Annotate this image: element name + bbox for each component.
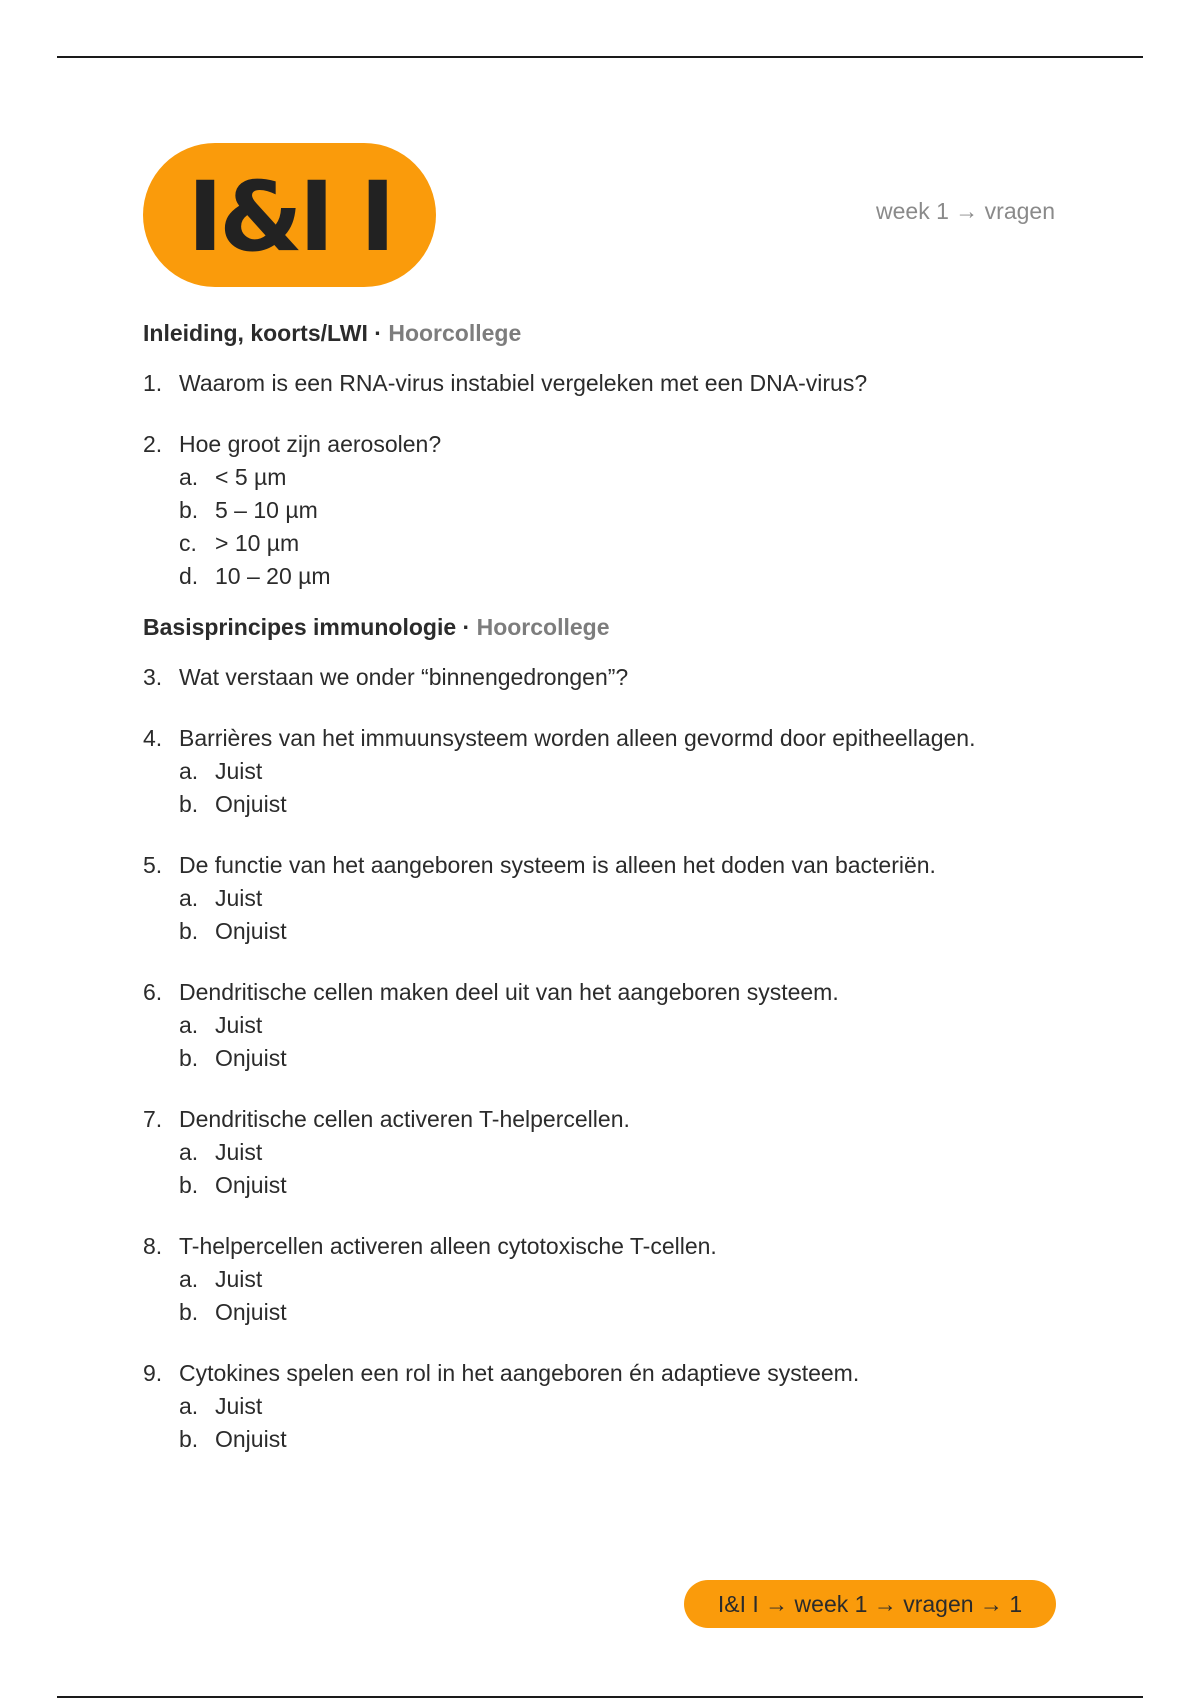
option-letter: a.	[179, 464, 199, 490]
question-item	[143, 849, 1063, 948]
option-text: Juist	[215, 1012, 263, 1038]
answer-option	[143, 1169, 1063, 1202]
option-letter: a.	[179, 758, 199, 784]
question-number: 1.	[143, 370, 163, 396]
answer-option	[143, 1296, 1063, 1329]
answer-option	[143, 560, 1063, 593]
question-item	[143, 428, 1063, 593]
question-line	[143, 1230, 1063, 1263]
option-text: Juist	[215, 1393, 263, 1419]
question-text: Hoe groot zijn aerosolen?	[179, 431, 442, 457]
option-letter: a.	[179, 1012, 199, 1038]
option-text: Juist	[215, 885, 263, 911]
answer-option	[143, 882, 1063, 915]
page-breadcrumb: week 1 → vragen	[876, 198, 1055, 224]
option-letter: b.	[179, 1299, 199, 1325]
question-number: 3.	[143, 664, 163, 690]
question-line	[143, 367, 1063, 400]
option-letter: b.	[179, 1045, 199, 1071]
question-line	[143, 1357, 1063, 1390]
question-text: Cytokines spelen een rol in het aangeboren én adaptieve systeem.	[179, 1360, 860, 1386]
question-number: 2.	[143, 431, 163, 457]
section-title: Inleiding, koorts/LWI	[143, 320, 368, 346]
answer-option	[143, 915, 1063, 948]
option-letter: a.	[179, 1139, 199, 1165]
logo-text: I&I I	[187, 161, 392, 273]
question-number: 6.	[143, 979, 163, 1005]
question-text: Dendritische cellen activeren T-helpercellen.	[179, 1106, 630, 1132]
question-line	[143, 1103, 1063, 1136]
option-letter: b.	[179, 1172, 199, 1198]
question-item	[143, 367, 1063, 400]
question-item	[143, 976, 1063, 1075]
answer-option	[143, 1042, 1063, 1075]
option-letter: b.	[179, 1426, 199, 1452]
option-text: Juist	[215, 758, 263, 784]
option-text: 10 – 20 µm	[215, 563, 331, 589]
option-text: Onjuist	[215, 1172, 287, 1198]
option-text: Onjuist	[215, 1045, 287, 1071]
question-text: Barrières van het immuunsysteem worden alleen gevormd door epitheellagen.	[179, 725, 976, 751]
option-letter: a.	[179, 1266, 199, 1292]
question-item	[143, 1230, 1063, 1329]
question-text: Waarom is een RNA-virus instabiel vergeleken met een DNA-virus?	[179, 370, 868, 396]
footer-breadcrumb: I&I I → week 1 → vragen → 1	[684, 1580, 1056, 1628]
answer-option	[143, 788, 1063, 821]
answer-option	[143, 1263, 1063, 1296]
question-item	[143, 1103, 1063, 1202]
question-item	[143, 722, 1063, 821]
question-text: Dendritische cellen maken deel uit van het aangeboren systeem.	[179, 979, 839, 1005]
question-number: 9.	[143, 1360, 163, 1386]
answer-option	[143, 527, 1063, 560]
bottom-divider	[57, 1696, 1143, 1698]
option-text: 5 – 10 µm	[215, 497, 318, 523]
question-list	[143, 315, 1063, 1456]
question-text: T-helpercellen activeren alleen cytotoxische T-cellen.	[179, 1233, 717, 1259]
option-text: Juist	[215, 1139, 263, 1165]
option-letter: a.	[179, 885, 199, 911]
question-number: 7.	[143, 1106, 163, 1132]
question-line	[143, 849, 1063, 882]
section-separator: ·	[456, 614, 477, 640]
answer-option	[143, 1136, 1063, 1169]
answer-option	[143, 494, 1063, 527]
question-item	[143, 661, 1063, 694]
top-divider	[57, 56, 1143, 58]
answer-option	[143, 755, 1063, 788]
option-text: Onjuist	[215, 1299, 287, 1325]
question-line	[143, 976, 1063, 1009]
option-letter: b.	[179, 791, 199, 817]
section-type: Hoorcollege	[388, 320, 522, 346]
option-text: < 5 µm	[215, 464, 287, 490]
section-separator: ·	[367, 320, 389, 346]
question-text: Wat verstaan we onder “binnengedrongen”?	[179, 664, 629, 690]
question-text: De functie van het aangeboren systeem is alleen het doden van bacteriën.	[179, 852, 936, 878]
question-number: 5.	[143, 852, 163, 878]
answer-option	[143, 1423, 1063, 1456]
question-number: 4.	[143, 725, 163, 751]
section-heading	[143, 609, 1063, 645]
question-item	[143, 1357, 1063, 1456]
option-letter: a.	[179, 1393, 199, 1419]
question-line	[143, 428, 1063, 461]
question-line	[143, 661, 1063, 694]
option-text: Onjuist	[215, 918, 287, 944]
option-text: Onjuist	[215, 1426, 287, 1452]
question-number: 8.	[143, 1233, 163, 1259]
option-letter: b.	[179, 497, 199, 523]
option-letter: c.	[179, 530, 197, 556]
section-title: Basisprincipes immunologie	[143, 614, 457, 640]
section-type: Hoorcollege	[476, 614, 610, 640]
question-line	[143, 722, 1063, 755]
section-heading	[143, 315, 1063, 351]
answer-option	[143, 1009, 1063, 1042]
option-text: Onjuist	[215, 791, 287, 817]
course-logo	[143, 143, 436, 287]
option-text: > 10 µm	[215, 530, 300, 556]
answer-option	[143, 1390, 1063, 1423]
option-letter: d.	[179, 563, 199, 589]
answer-option	[143, 461, 1063, 494]
option-text: Juist	[215, 1266, 263, 1292]
option-letter: b.	[179, 918, 199, 944]
